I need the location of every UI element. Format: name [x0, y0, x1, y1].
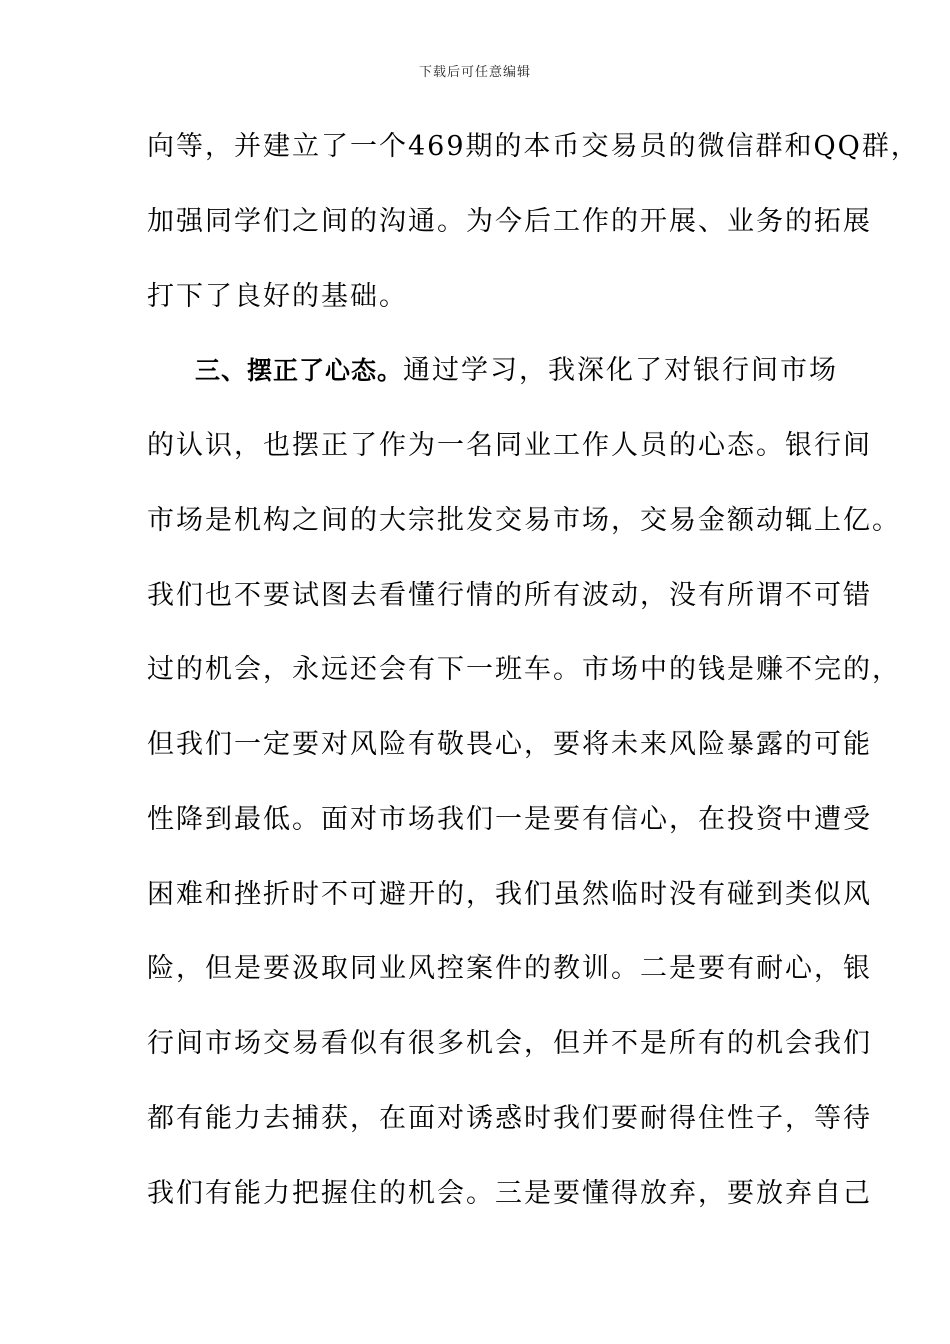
- text-line: 险，但是要汲取同业风控案件的教训。二是要有耐心，银: [147, 953, 872, 985]
- text-line: 行间市场交易看似有很多机会，但并不是所有的机会我们: [147, 1028, 872, 1059]
- body-text: [147, 127, 920, 1248]
- text-line: 向等，并建立了一个469期的本币交易员的微信群和QQ群，: [147, 131, 920, 162]
- text-line: 加强同学们之间的沟通。为今后工作的开展、业务的拓展: [147, 205, 872, 237]
- page-header: 下载后可任意编辑: [418, 65, 531, 80]
- text-line: 我们也不要试图去看懂行情的所有波动，没有所谓不可错: [147, 579, 872, 611]
- text-line: 但我们一定要对风险有敬畏心，要将未来风险暴露的可能: [147, 729, 872, 760]
- text-line: 困难和挫折时不可避开的，我们虽然临时没有碰到类似风: [147, 878, 872, 910]
- text-line: 我们有能力把握住的机会。三是要懂得放弃，要放弃自己: [147, 1177, 872, 1209]
- text-line: 市场是机构之间的大宗批发交易市场，交易金额动辄上亿。: [147, 504, 901, 536]
- text-line: 打下了良好的基础。: [147, 280, 408, 312]
- text-line: 过的机会，永远还会有下一班车。市场中的钱是赚不完的，: [147, 654, 901, 686]
- section-3-first-line-text: 通过学习，我深化了对银行间市场: [403, 355, 839, 387]
- text-line: 都有能力去捕获，在面对诱惑时我们要耐得住性子，等待: [147, 1102, 872, 1134]
- text-line: 的认识，也摆正了作为一名同业工作人员的心态。银行间: [147, 430, 872, 461]
- section-3-heading: 三、摆正了心态。: [195, 356, 404, 386]
- text-line: 性降到最低。面对市场我们一是要有信心，在投资中遭受: [147, 803, 872, 835]
- section-3-first-line: [147, 351, 839, 426]
